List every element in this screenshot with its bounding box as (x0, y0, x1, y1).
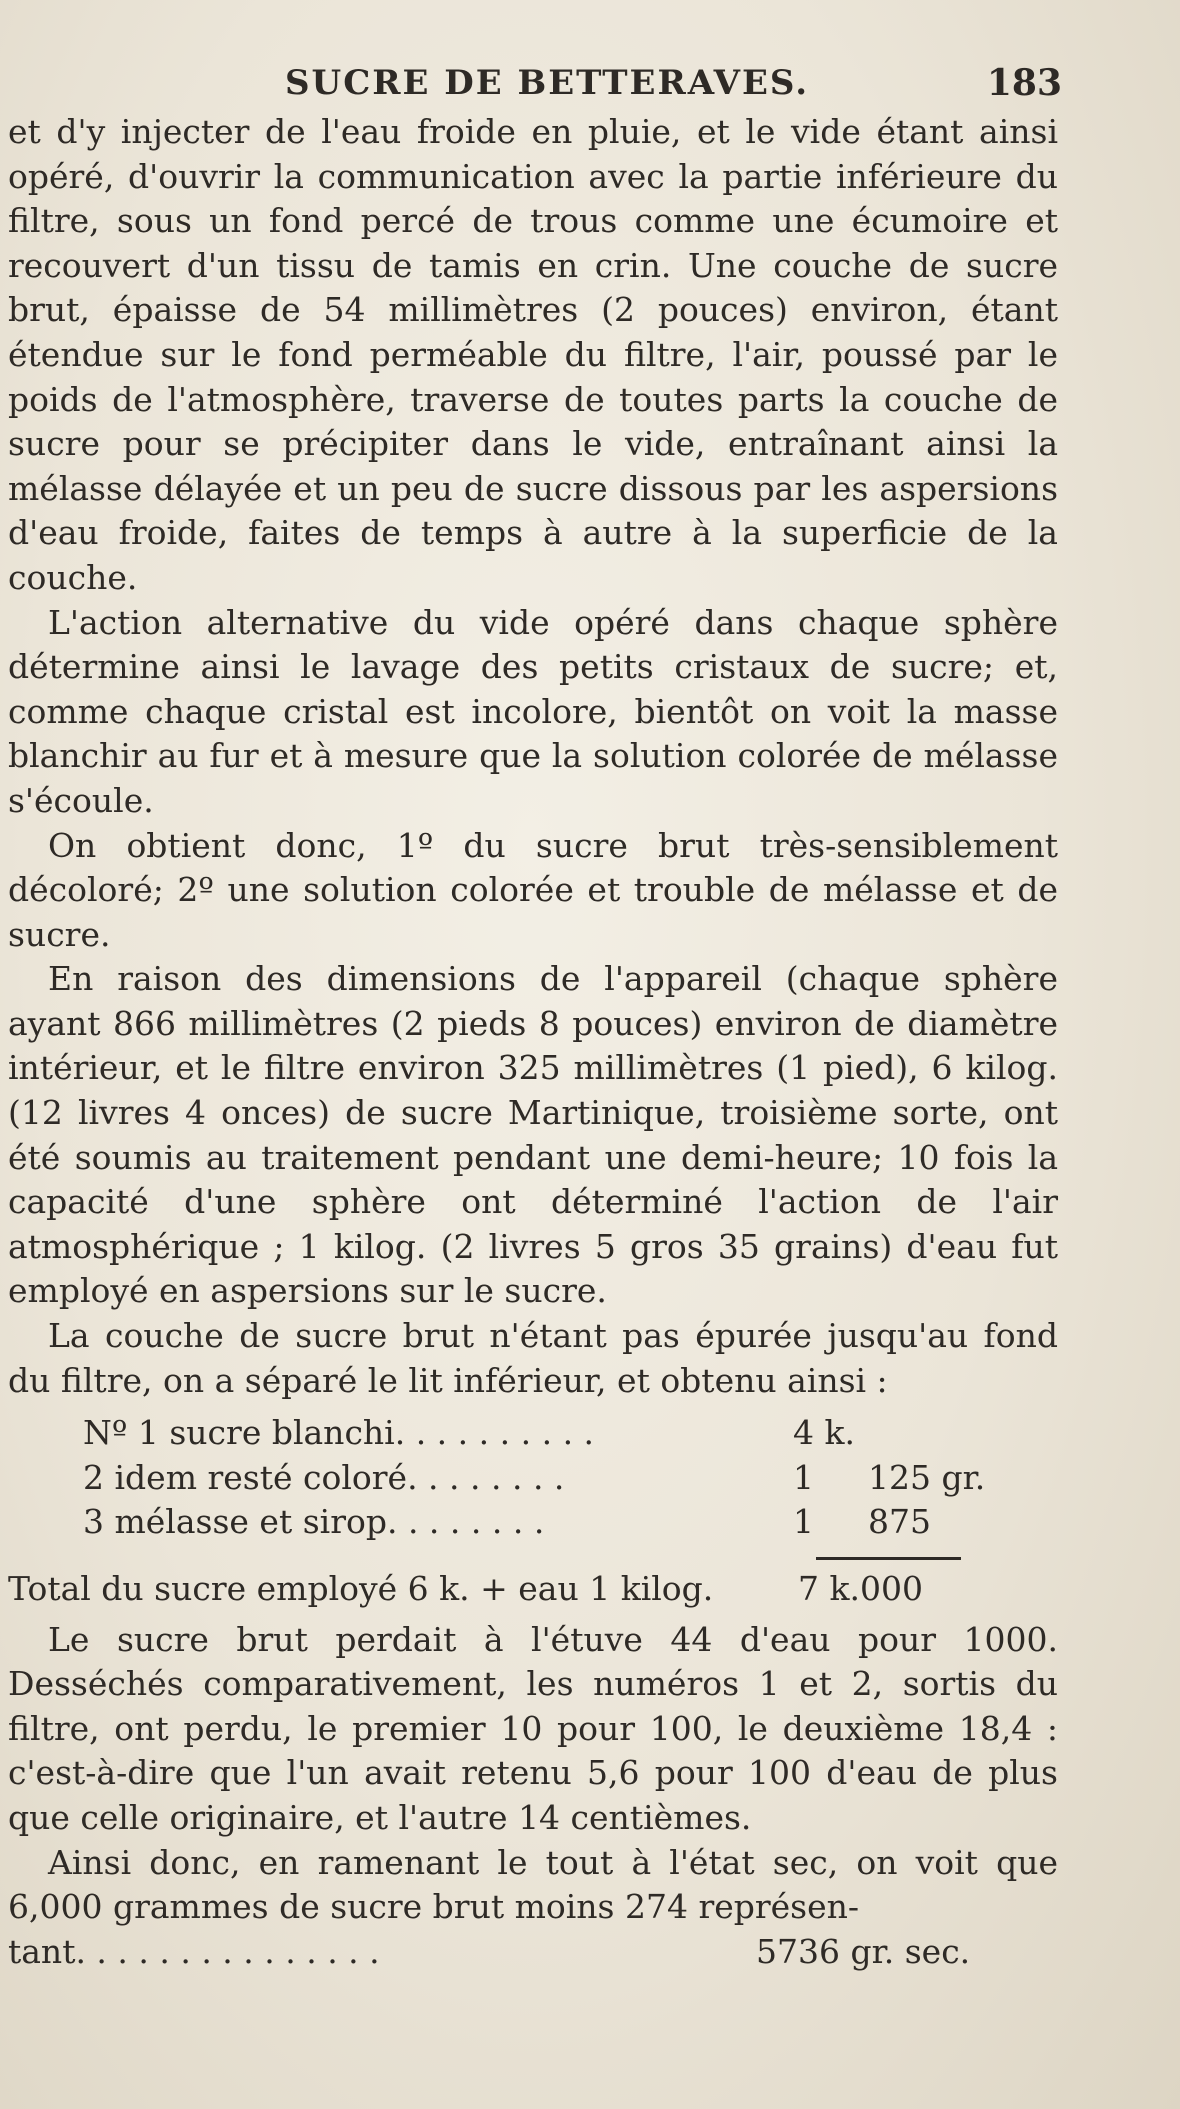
paragraph: L'action alternative du vide opéré dans chaque sphère détermine ainsi le lavage des petits cristaux de sucre; et, comme chaque cristal est incolore, bientôt on voit la masse blanchir au fur et à mesure que la solution colorée de mélasse s'écoule. (8, 602, 1058, 820)
results-table (8, 1411, 1058, 1611)
paragraph: On obtient donc, 1º du sucre brut très-sensiblement décoloré; 2º une solution colorée et trouble de mélasse et de sucre. (8, 825, 1058, 954)
row-quantity: 4 k. (793, 1413, 855, 1453)
page-number: 183 (986, 62, 1062, 104)
sum-rule (816, 1557, 961, 1560)
row-label: 3 mélasse et sirop. . . . . . . . (83, 1502, 545, 1542)
paragraph: Le sucre brut perdait à l'étuve 44 d'eau pour 1000. Desséchés comparativement, les numéros 1 et 2, sortis du filtre, ont perdu, le premier 10 pour 100, le deuxième 18,4 : c'est-à-dire que l'un avait retenu 5,6 pour 100 d'eau de plus que celle originaire, et l'autre 14 centièmes. (8, 1619, 1058, 1837)
final-line-label: tant. . . . . . . . . . . . . . . (8, 1931, 380, 1971)
table-row (8, 1411, 1058, 1456)
running-title: SUCRE DE BETTERAVES. (285, 63, 810, 103)
table-row (8, 1456, 1058, 1501)
final-line (8, 1930, 1058, 1975)
row-grams: 875 (868, 1502, 931, 1542)
total-row (8, 1567, 1058, 1612)
row-label: Nº 1 sucre blanchi. . . . . . . . . . (83, 1413, 595, 1453)
body-text (8, 110, 1058, 1974)
final-line-value: 5736 gr. sec. (756, 1931, 971, 1971)
total-value: 7 k.000 (798, 1569, 923, 1608)
row-grams: 125 gr. (868, 1457, 986, 1497)
paragraph: et d'y injecter de l'eau froide en pluie, et le vide étant ainsi opéré, d'ouvrir la communication avec la partie inférieure du filtre, sous un fond percé de trous comme une écumoire et recouvert d'un tissu de tamis en crin. Une couche de sucre brut, épaisse de 54 millimètres (2 pouces) environ, étant étendue sur le fond perméable du filtre, l'air, poussé par le poids de l'atmosphère, traverse de toutes parts la couche de sucre pour se précipiter dans le vide, entraînant ainsi la mélasse délayée et un peu de sucre dissous par les aspersions d'eau froide, faites de temps à autre à la superficie de la couche. (8, 112, 1058, 597)
row-quantity: 1 (793, 1457, 814, 1497)
page-header (0, 58, 1180, 108)
paragraph: Ainsi donc, en ramenant le tout à l'état sec, on voit que 6,000 grammes de sucre brut moins 274 représen- (8, 1842, 1058, 1927)
total-label: Total du sucre employé 6 k. + eau 1 kilog. (8, 1569, 714, 1608)
row-quantity: 1 (793, 1502, 814, 1542)
row-label: 2 idem resté coloré. . . . . . . . (83, 1457, 565, 1497)
paragraph: La couche de sucre brut n'étant pas épurée jusqu'au fond du filtre, on a séparé le lit inférieur, et obtenu ainsi : (8, 1316, 1058, 1400)
paragraph: En raison des dimensions de l'appareil (chaque sphère ayant 866 millimètres (2 pieds 8 pouces) environ de diamètre intérieur, et le filtre environ 325 millimètres (1 pied), 6 kilog. (12 livres 4 onces) de sucre Martinique, troisième sorte, ont été soumis au traitement pendant une demi-heure; 10 fois la capacité d'une sphère ont déterminé l'action de l'air atmosphérique ; 1 kilog. (2 livres 5 gros 35 grains) d'eau fut employé en aspersions sur le sucre. (8, 959, 1058, 1311)
table-row (8, 1500, 1058, 1545)
